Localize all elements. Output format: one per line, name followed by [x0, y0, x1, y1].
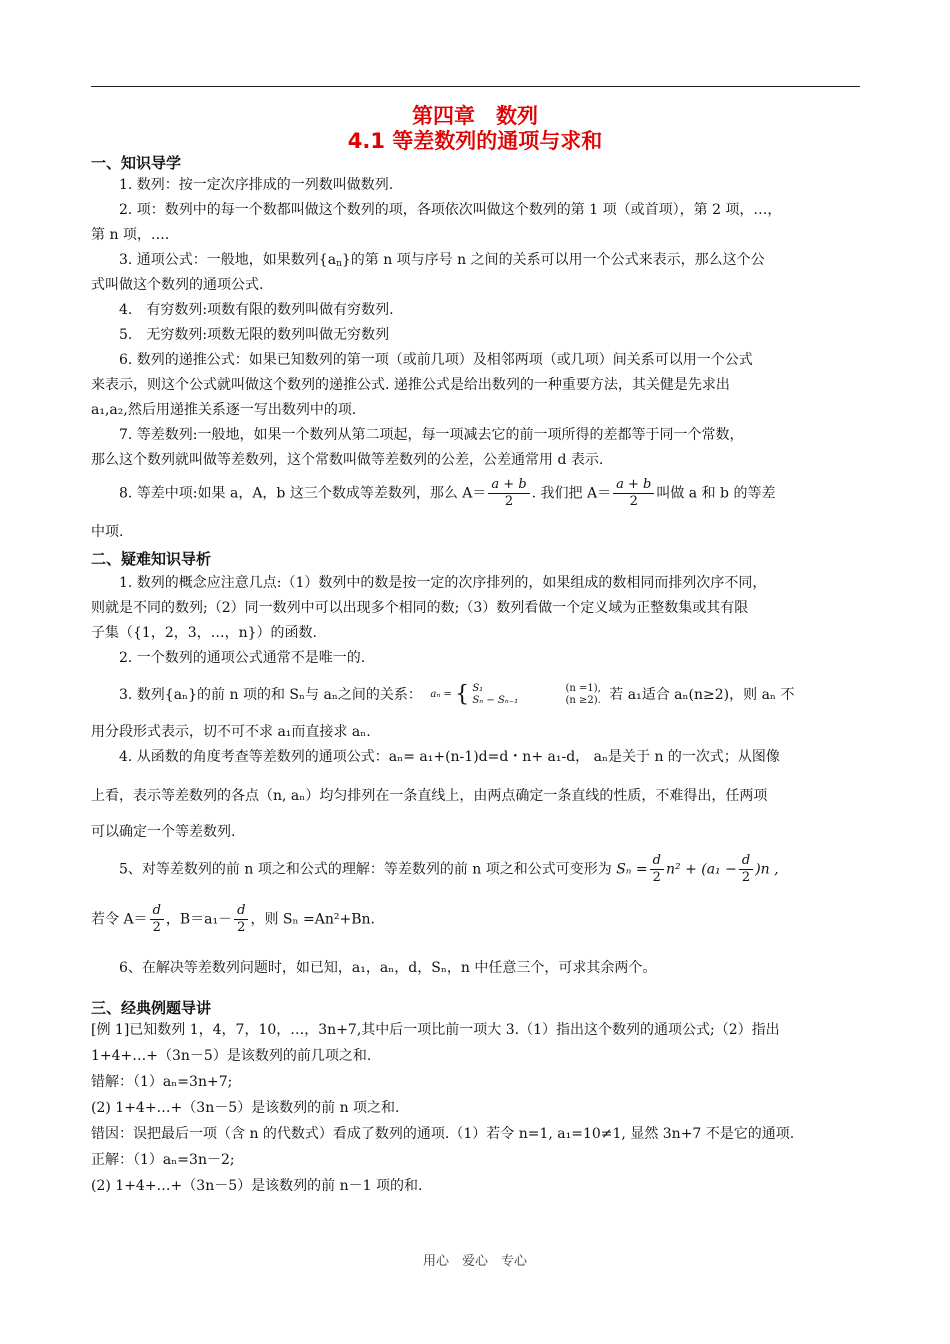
paragraph: [例 1]已知数列 1，4，7，10，…，3n+7,其中后一项比前一项大 3.（1）指出这个数列的通项公式;（2）指出 [91, 1022, 780, 1038]
section-heading-1: 一、知识导学 [91, 154, 182, 172]
fraction: $\frac{a + b}{2}$ [488, 477, 529, 510]
paragraph: 7. 等差数列:一般地，如果一个数列从第二项起，每一项减去它的前一项所得的差都等于同一个常数， [119, 427, 744, 443]
fraction: $\frac{d}{2}$ [150, 903, 164, 936]
paragraph: (2) 1+4+…+（3n－5）是该数列的前 n－1 项的和. [91, 1178, 423, 1194]
paragraph: 来表示，则这个公式就叫做这个数列的递推公式. 递推公式是给出数列的一种重要方法，其关健是先求出 [91, 377, 730, 393]
paragraph: 用分段形式表示，切不可不求 a₁而直接求 aₙ. [91, 724, 371, 740]
fraction: $\frac{a + b}{2}$ [613, 477, 654, 510]
paragraph: (2) 1+4+…+（3n－5）是该数列的前 n 项之和. [91, 1100, 400, 1116]
paragraph: 那么这个数列就叫做等差数列，这个常数叫做等差数列的公差，公差通常用 d 表示. [91, 452, 604, 468]
paragraph: 错因：误把最后一项（含 n 的代数式）看成了数列的通项.（1）若令 n=1, a₁=10≠1, 显然 3n+7 不是它的通项. [91, 1126, 795, 1142]
paragraph: 4. 从函数的角度考查等差数列的通项公式：aₙ= a₁+(n-1)d=d・n+ a₁-d， aₙ是关于 n 的一次式；从图像 [119, 749, 780, 765]
paragraph: 子集（{1，2，3，…，n}）的函数. [91, 625, 318, 641]
paragraph: a₁,a₂,然后用递推关系逐一写出数列中的项. [91, 402, 357, 418]
paragraph: 中项. [91, 524, 124, 540]
chapter-title: 第四章 数列 [412, 104, 538, 128]
paragraph: 2. 项：数列中的每一个数都叫做这个数列的项，各项依次叫做这个数列的第 1 项（或首项），第 2 项，…， [119, 202, 782, 218]
paragraph: 则就是不同的数列;（2）同一数列中可以出现多个相同的数;（3）数列看做一个定义域为正整数集或其有限 [91, 600, 749, 616]
fraction: $\frac{d}{2}$ [234, 903, 248, 936]
paragraph-formula: 5、对等差数列的前 n 项之和公式的理解：等差数列的前 n 项之和公式可变形为 Sₙ = $\frac{d}{2}$ n² + (a₁ − $\frac{d}{2}$ )n , [119, 853, 779, 885]
paragraph: 1. 数列的概念应注意几点:（1）数列中的数是按一定的次序排列的，如果组成的数相同而排列次序不同， [119, 575, 767, 591]
paragraph-fraction: 8. 等差中项:如果 a，A，b 这三个数成等差数列，那么 A＝ $\frac{a + b}{2}$ . 我们把 A＝ $\frac{a + b}{2}$ 叫做 a 和 b 的等差 [119, 477, 776, 509]
paragraph-formula: 若令 A＝ $\frac{d}{2}$ ，B＝a₁－ $\frac{d}{2}$ ，则 Sₙ =An²+Bn. [91, 903, 375, 935]
section-title: 4.1 等差数列的通项与求和 [347, 129, 603, 153]
paragraph: 5. 无穷数列:项数无限的数列叫做无穷数列 [119, 327, 390, 343]
paragraph: 3. 通项公式：一般地，如果数列$\{a_n\}$的第 n 项与序号 n 之间的关系可以用一个公式来表示，那么这个公 [119, 252, 765, 269]
paragraph: 第 n 项，…. [91, 227, 170, 243]
paragraph: 上看，表示等差数列的各点（n, aₙ）均匀排列在一条直线上，由两点确定一条直线的性质，不难得出，任两项 [91, 788, 768, 804]
paragraph: 可以确定一个等差数列. [91, 824, 236, 840]
paragraph: 6. 数列的递推公式：如果已知数列的第一项（或前几项）及相邻两项（或几项）间关系可以用一个公式 [119, 352, 753, 368]
fraction: $\frac{d}{2}$ [739, 853, 753, 886]
paragraph: 式叫做这个数列的通项公式. [91, 277, 264, 293]
paragraph: 1+4+…+（3n－5）是该数列的前几项之和. [91, 1048, 372, 1064]
section-heading-3: 三、经典例题导讲 [91, 999, 212, 1017]
section-heading-2: 二、疑难知识导析 [91, 550, 212, 568]
paragraph: 6、在解决等差数列问题时，如已知，a₁，aₙ，d，Sₙ，n 中任意三个，可求其余两个。 [119, 960, 657, 976]
paragraph: 错解：（1）aₙ=3n+7; [91, 1074, 233, 1090]
paragraph: 4. 有穷数列:项数有限的数列叫做有穷数列. [119, 302, 394, 318]
paragraph-piecewise: 3. 数列{aₙ}的前 n 项的和 Sₙ与 aₙ之间的关系： aₙ = { S₁ Sₙ − Sₙ₋₁ (n =1), (n ≥2). 若 a₁适合 aₙ(n≥2)，则 aₙ 不 [119, 682, 795, 707]
header-rule [91, 86, 860, 87]
paragraph: 正解：（1）aₙ=3n－2; [91, 1152, 235, 1168]
paragraph: 1. 数列：按一定次序排成的一列数叫做数列. [119, 177, 394, 193]
fraction: $\frac{d}{2}$ [650, 853, 664, 886]
paragraph: 2. 一个数列的通项公式通常不是唯一的. [119, 650, 366, 666]
page-footer: 用心 爱心 专心 [422, 1254, 527, 1269]
